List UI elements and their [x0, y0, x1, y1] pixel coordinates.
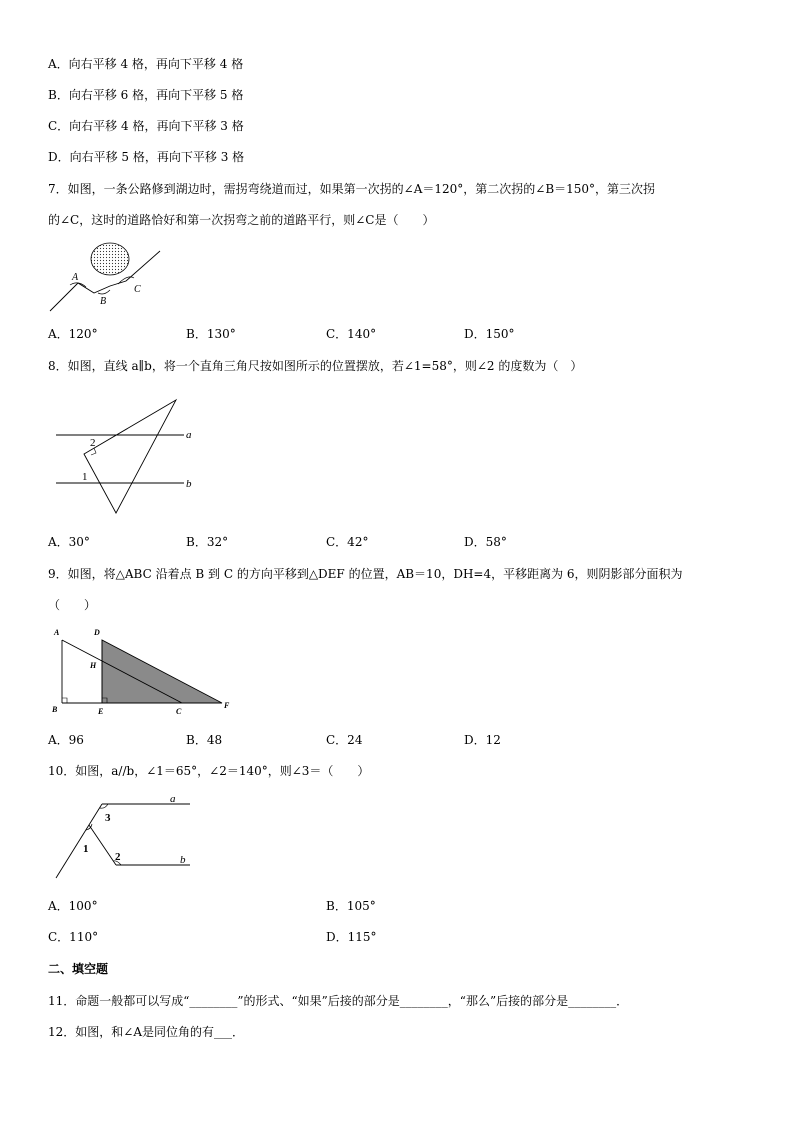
line-a-label: a: [170, 793, 176, 805]
right-triangle: [84, 400, 176, 513]
q6-option-c: C．向右平移 4 格，再向下平移 3 格: [48, 119, 244, 133]
q6-option-a: A．向右平移 4 格，再向下平移 4 格: [48, 57, 244, 71]
q9-label-h: H: [90, 661, 97, 670]
q6-option-d: D．向右平移 5 格，再向下平移 3 格: [48, 150, 245, 164]
q9-label-c: C: [176, 707, 182, 716]
q8-option-a: A．30°: [48, 535, 90, 549]
q7-stem-line1: 7．如图，一条公路修到湖边时，需拐弯绕道而过，如果第一次拐的∠A＝120°，第二次拐的∠B＝150°，第三次拐: [48, 182, 656, 196]
q10-stem: 10．如图，a//b，∠1＝65°，∠2＝140°，则∠3＝（ ）: [48, 764, 370, 778]
q7-option-a: A．120°: [48, 327, 98, 341]
q8-figure: [56, 396, 206, 518]
q9-label-e: E: [98, 707, 104, 716]
q10-option-c: C．110°: [48, 930, 99, 944]
q12-stem: 12．如图，和∠A是同位角的有___．: [48, 1025, 244, 1039]
q10-option-b: B．105°: [326, 899, 376, 913]
q6-option-b: B．向右平移 6 格，再向下平移 5 格: [48, 88, 244, 102]
q10-figure: [52, 792, 197, 880]
q7-label-b: B: [100, 296, 107, 307]
q7-figure: [48, 238, 168, 313]
angle-1-label: 1: [83, 843, 89, 855]
q7-stem-line2: 的∠C，这时的道路恰好和第一次拐弯之前的道路平行，则∠C是（ ）: [48, 213, 435, 227]
line-b-label: b: [186, 478, 192, 490]
q9-stem-line2: （ ）: [48, 598, 97, 612]
q7-option-b: B．130°: [186, 327, 236, 341]
q9-option-d: D．12: [464, 733, 501, 747]
q8-option-d: D．58°: [464, 535, 507, 549]
angle-2-label: 2: [90, 437, 96, 449]
q8-option-c: C．42°: [326, 535, 369, 549]
q7-option-c: C．140°: [326, 327, 377, 341]
q11-stem: 11．命题一般都可以写成“________”的形式、“如果”后接的部分是________，“那么”后接的部分是________．: [48, 994, 629, 1008]
q9-label-b: B: [52, 705, 58, 714]
line-b-label: b: [180, 854, 186, 866]
section-heading: 二、填空题: [48, 962, 109, 976]
shaded-region: [102, 640, 222, 703]
q8-stem: 8．如图，直线 a∥b，将一个直角三角尺按如图所示的位置摆放，若∠1=58°，则∠2 的度数为（ ）: [48, 359, 583, 373]
q9-label-d: D: [94, 628, 100, 637]
line-a-label: a: [186, 429, 192, 441]
q9-figure: [48, 626, 248, 718]
angle-2-label: 2: [115, 851, 121, 863]
q7-option-d: D．150°: [464, 327, 515, 341]
q9-option-b: B．48: [186, 733, 223, 747]
q9-stem-line1: 9．如图，将△ABC 沿着点 B 到 C 的方向平移到△DEF 的位置，AB＝10，DH=4，平移距离为 6，则阴影部分面积为: [48, 567, 683, 581]
q7-label-c: C: [134, 284, 141, 295]
q10-option-d: D．115°: [326, 930, 377, 944]
q8-option-b: B．32°: [186, 535, 229, 549]
q10-option-a: A．100°: [48, 899, 98, 913]
q7-label-a: A: [72, 272, 79, 283]
lake-shape: [91, 243, 129, 275]
angle-3-label: 3: [105, 812, 111, 824]
angle-1-label: 1: [82, 471, 88, 483]
q9-option-a: A．96: [48, 733, 84, 747]
q9-option-c: C．24: [326, 733, 363, 747]
q9-label-f: F: [224, 701, 230, 710]
q9-label-a: A: [54, 628, 60, 637]
